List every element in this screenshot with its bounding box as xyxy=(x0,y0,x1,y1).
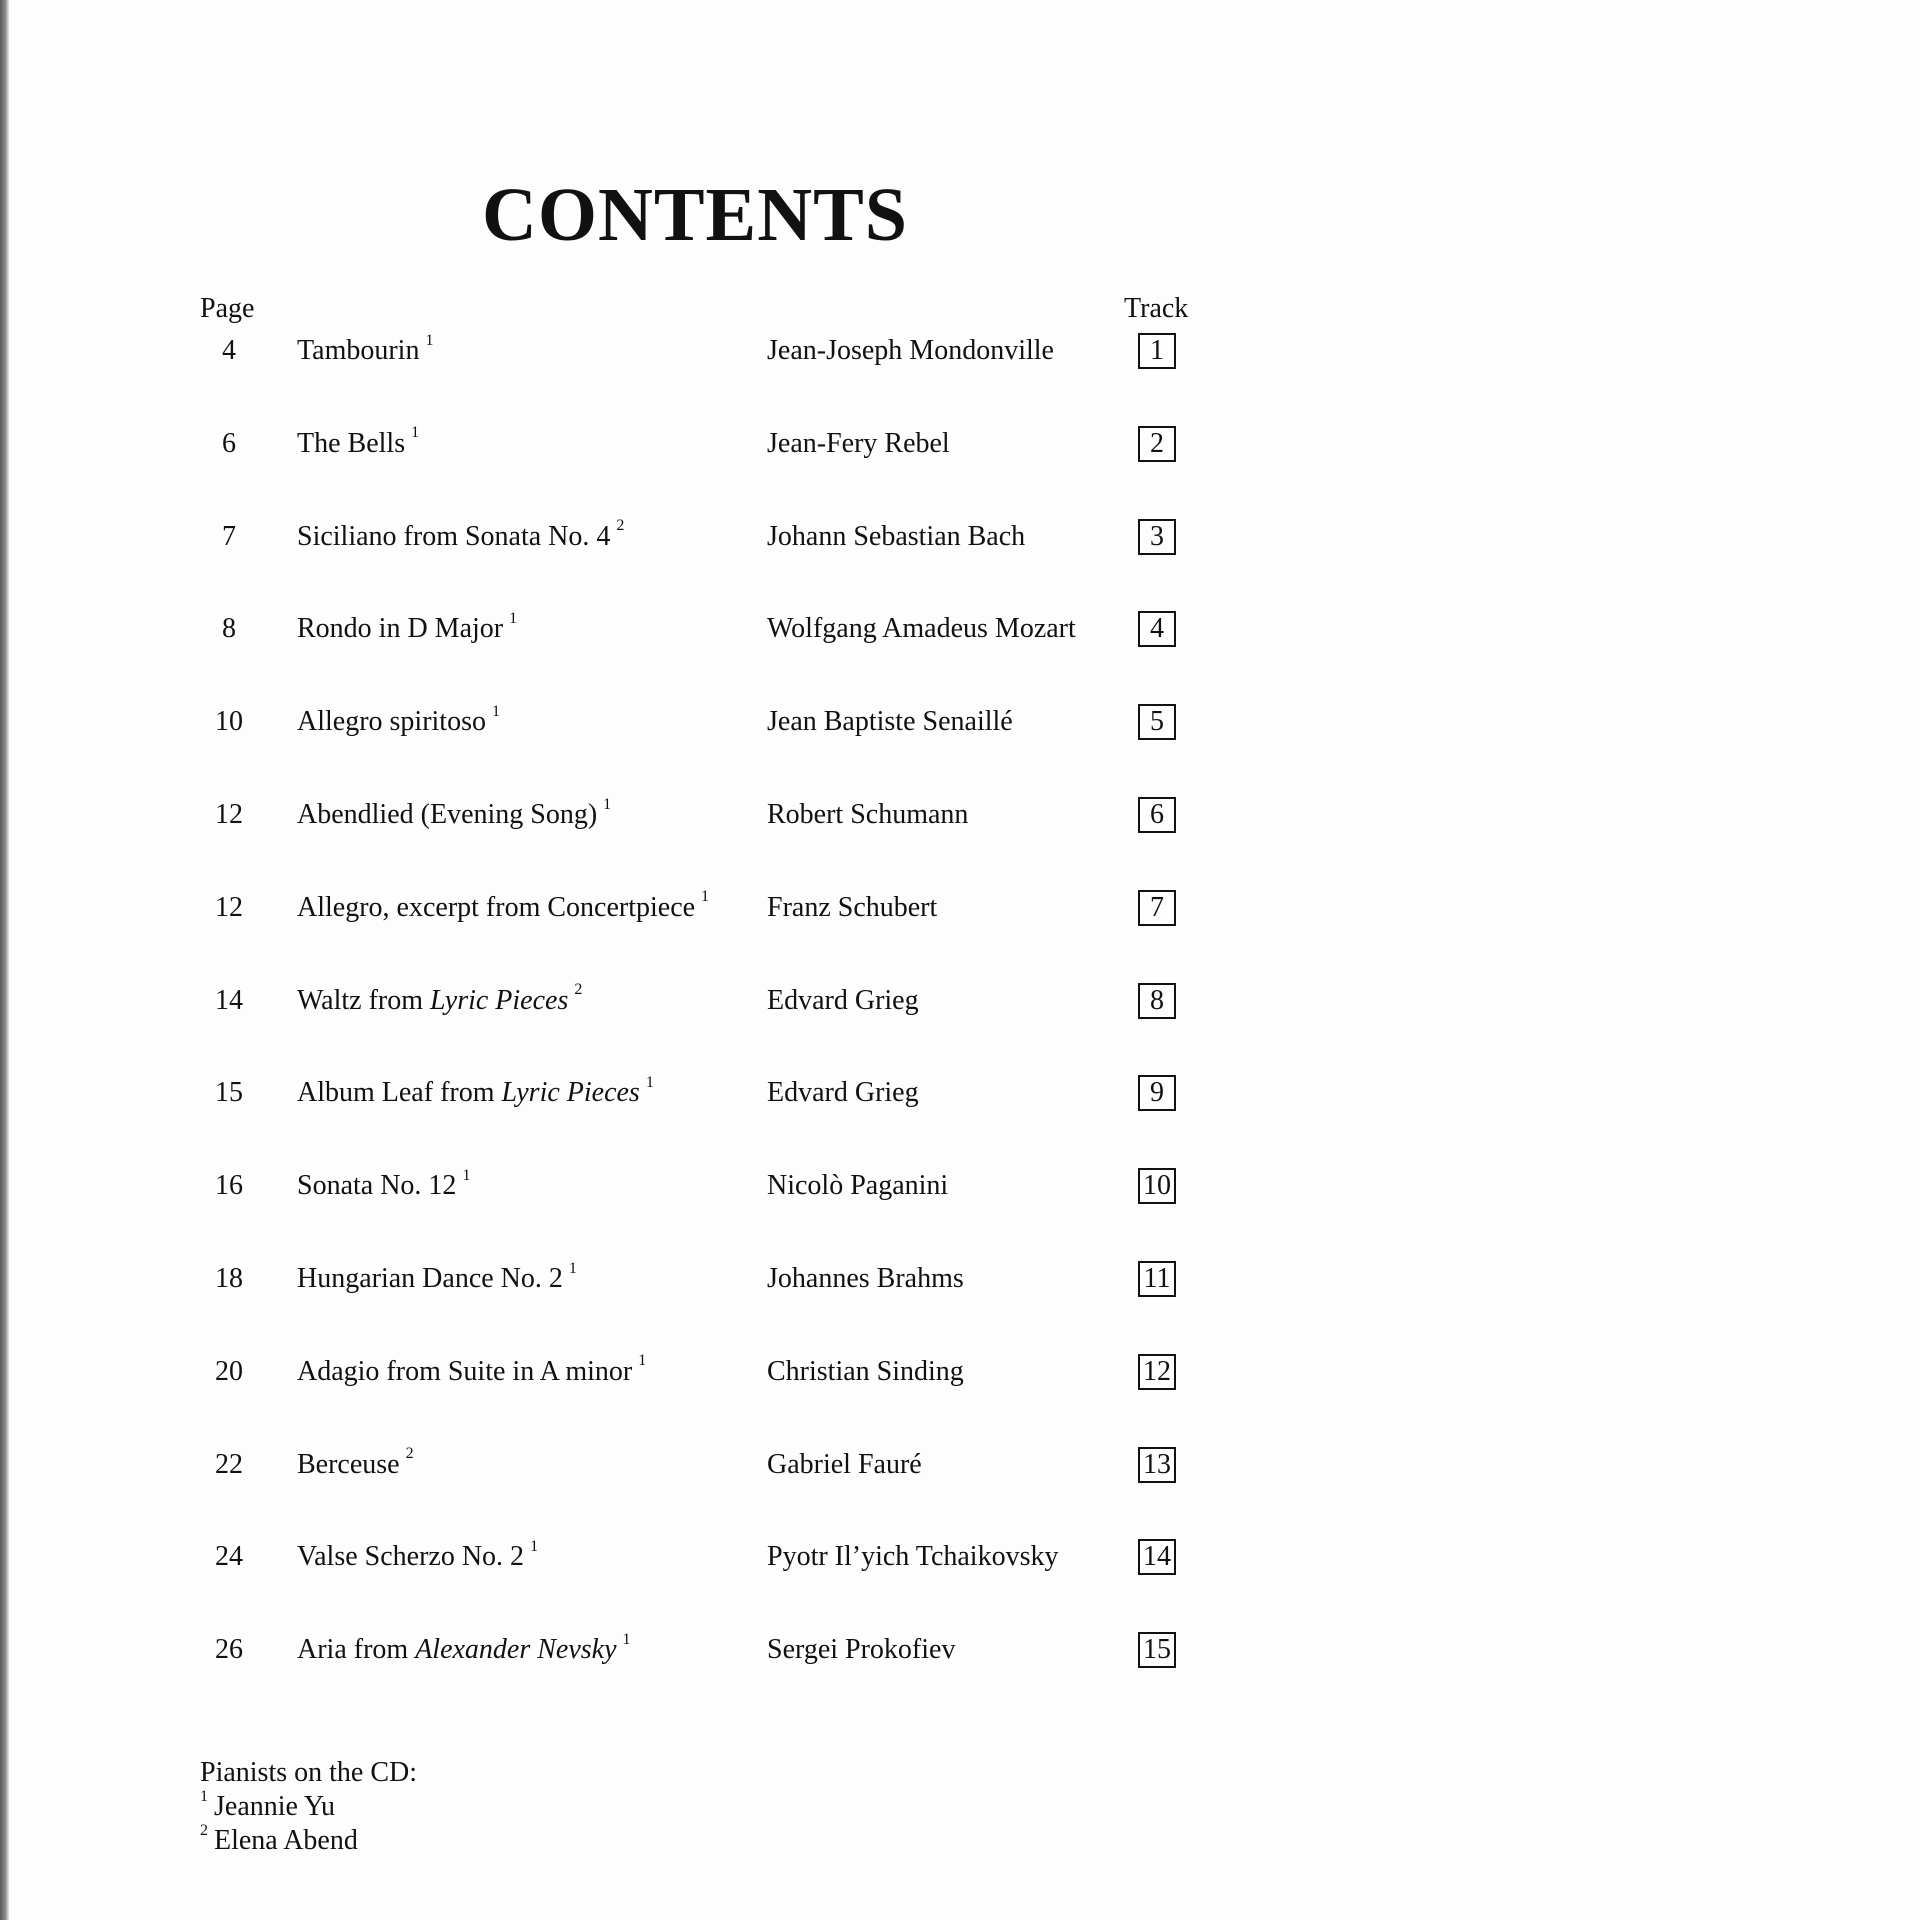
page-number: 16 xyxy=(215,1170,243,1202)
track-number-box: 15 xyxy=(1138,1632,1176,1668)
page-number: 7 xyxy=(222,520,236,552)
piece-title xyxy=(297,1630,631,1670)
piece-title xyxy=(297,888,709,928)
piece-title-italic: Lyric Pieces xyxy=(430,984,569,1016)
composer-name: Robert Schumann xyxy=(767,798,969,830)
pianist-list xyxy=(200,1787,417,1858)
piece-title-italic: Alexander Nevsky xyxy=(415,1634,617,1666)
pianist-footnote-mark: 1 xyxy=(425,331,434,349)
pianist-footnote-mark: 1 xyxy=(622,1630,631,1648)
piece-title-italic: Lyric Pieces xyxy=(501,1077,640,1109)
contents-row xyxy=(0,1352,1300,1445)
piece-title xyxy=(297,795,611,835)
page-number: 20 xyxy=(215,1355,243,1387)
track-number-box: 12 xyxy=(1138,1354,1176,1390)
pianist-entry xyxy=(200,1821,417,1858)
composer-name: Sergei Prokofiev xyxy=(767,1634,956,1666)
composer-name: Johann Sebastian Bach xyxy=(767,520,1026,552)
piece-title xyxy=(297,1259,577,1299)
composer-name: Edvard Grieg xyxy=(767,984,919,1016)
track-number-box: 2 xyxy=(1138,426,1176,462)
page-number: 18 xyxy=(215,1262,243,1294)
pianist-footnote-mark: 1 xyxy=(411,424,420,442)
track-number-box: 7 xyxy=(1138,890,1176,926)
pianist-footnote-mark: 1 xyxy=(509,610,518,628)
page-title: CONTENTS xyxy=(481,173,909,257)
piece-title-text: Valse Scherzo No. 2 xyxy=(297,1541,525,1573)
piece-title-text: Allegro, excerpt from Concertpiece xyxy=(297,891,696,923)
composer-name: Gabriel Fauré xyxy=(767,1448,922,1480)
contents-row xyxy=(0,1166,1300,1259)
piece-title-text: Album Leaf from xyxy=(297,1077,502,1109)
composer-name: Jean Baptiste Senaillé xyxy=(767,706,1013,738)
piece-title-text: The Bells xyxy=(297,427,406,459)
page-number: 22 xyxy=(215,1448,243,1480)
piece-title-text: Allegro spiritoso xyxy=(297,706,486,738)
composer-name: Christian Sinding xyxy=(767,1355,964,1387)
composer-name: Pyotr Il’yich Tchaikovsky xyxy=(767,1541,1059,1573)
piece-title-text: Hungarian Dance No. 2 xyxy=(297,1262,563,1294)
piece-title-text: Adagio from Suite in A minor xyxy=(297,1355,633,1387)
page-column-header: Page xyxy=(200,293,255,324)
track-number-box: 3 xyxy=(1138,519,1176,555)
piece-title-text: Berceuse xyxy=(297,1448,400,1480)
contents-row xyxy=(0,517,1300,610)
pianist-footnote-mark: 2 xyxy=(574,981,583,999)
track-number-box: 5 xyxy=(1138,704,1176,740)
composer-name: Franz Schubert xyxy=(767,891,938,923)
composer-name: Nicolò Paganini xyxy=(767,1170,949,1202)
piece-title-text: Siciliano from Sonata No. 4 xyxy=(297,520,611,552)
pianist-name: Elena Abend xyxy=(214,1825,358,1856)
piece-title xyxy=(297,424,419,464)
track-column-header: Track xyxy=(1124,293,1189,324)
track-number-box: 10 xyxy=(1138,1168,1176,1204)
piece-title-text: Abendlied (Evening Song) xyxy=(297,798,598,830)
contents-list xyxy=(0,331,1300,1723)
piece-title-text: Rondo in D Major xyxy=(297,613,504,645)
contents-row xyxy=(0,795,1300,888)
piece-title xyxy=(297,981,582,1021)
contents-row xyxy=(0,1073,1300,1166)
page-number: 8 xyxy=(222,613,236,645)
pianist-footnote-mark: 1 xyxy=(530,1538,539,1556)
page-number: 10 xyxy=(215,706,243,738)
piece-title-text: Sonata No. 12 xyxy=(297,1170,457,1202)
contents-row xyxy=(0,1445,1300,1538)
page-number: 4 xyxy=(222,335,236,366)
pianist-mark: 1 xyxy=(200,1787,208,1805)
track-number-box: 6 xyxy=(1138,797,1176,833)
composer-name: Jean-Joseph Mondonville xyxy=(767,335,1054,366)
piece-title-text: Waltz from xyxy=(297,984,431,1016)
composer-name: Wolfgang Amadeus Mozart xyxy=(767,613,1076,645)
piece-title xyxy=(297,702,500,742)
piece-title xyxy=(297,609,517,649)
pianist-entry xyxy=(200,1787,417,1824)
composer-name: Johannes Brahms xyxy=(767,1262,964,1294)
track-number-box: 11 xyxy=(1138,1261,1176,1297)
piece-title xyxy=(297,1073,654,1113)
page-number: 26 xyxy=(215,1634,243,1666)
pianist-footnote-mark: 1 xyxy=(638,1352,647,1370)
contents-row xyxy=(0,609,1300,702)
piece-title xyxy=(297,1352,646,1392)
page-number: 14 xyxy=(215,984,243,1016)
pianist-footnote-mark: 1 xyxy=(603,795,612,813)
pianist-name: Jeannie Yu xyxy=(214,1791,336,1822)
track-number-box: 4 xyxy=(1138,611,1176,647)
page-number: 15 xyxy=(215,1077,243,1109)
composer-name: Edvard Grieg xyxy=(767,1077,919,1109)
piece-title xyxy=(297,331,433,371)
contents-row xyxy=(0,702,1300,795)
page-number: 12 xyxy=(215,798,243,830)
footnote-heading: Pianists on the CD: xyxy=(200,1757,418,1788)
pianist-footnote-mark: 1 xyxy=(645,1074,654,1092)
contents-row xyxy=(0,1259,1300,1352)
piece-title xyxy=(297,517,624,557)
composer-name: Jean-Fery Rebel xyxy=(767,427,950,459)
contents-row xyxy=(0,331,1300,424)
piece-title-text: Aria from xyxy=(297,1634,416,1666)
page-number: 24 xyxy=(215,1541,243,1573)
pianist-footnote-mark: 1 xyxy=(568,1259,577,1277)
contents-row xyxy=(0,888,1300,981)
contents-row xyxy=(0,981,1300,1074)
piece-title xyxy=(297,1166,470,1206)
footnotes xyxy=(200,1756,417,1858)
track-number-box: 1 xyxy=(1138,333,1176,369)
pianist-footnote-mark: 1 xyxy=(462,1166,471,1184)
track-number-box: 14 xyxy=(1138,1539,1176,1575)
contents-row xyxy=(0,1630,1300,1723)
pianist-mark: 2 xyxy=(200,1821,208,1839)
pianist-footnote-mark: 1 xyxy=(492,702,500,720)
pianist-footnote-mark: 2 xyxy=(405,1445,414,1463)
track-number-box: 9 xyxy=(1138,1075,1176,1111)
page-number: 6 xyxy=(222,427,236,459)
track-number-box: 13 xyxy=(1138,1447,1176,1483)
contents-row xyxy=(0,424,1300,517)
pianist-footnote-mark: 1 xyxy=(701,888,710,906)
contents-row xyxy=(0,1537,1300,1630)
page-number: 12 xyxy=(215,891,243,923)
piece-title xyxy=(297,1445,414,1485)
piece-title xyxy=(297,1537,538,1577)
piece-title-text: Tambourin xyxy=(297,335,420,366)
pianist-footnote-mark: 2 xyxy=(616,517,625,535)
track-number-box: 8 xyxy=(1138,983,1176,1019)
